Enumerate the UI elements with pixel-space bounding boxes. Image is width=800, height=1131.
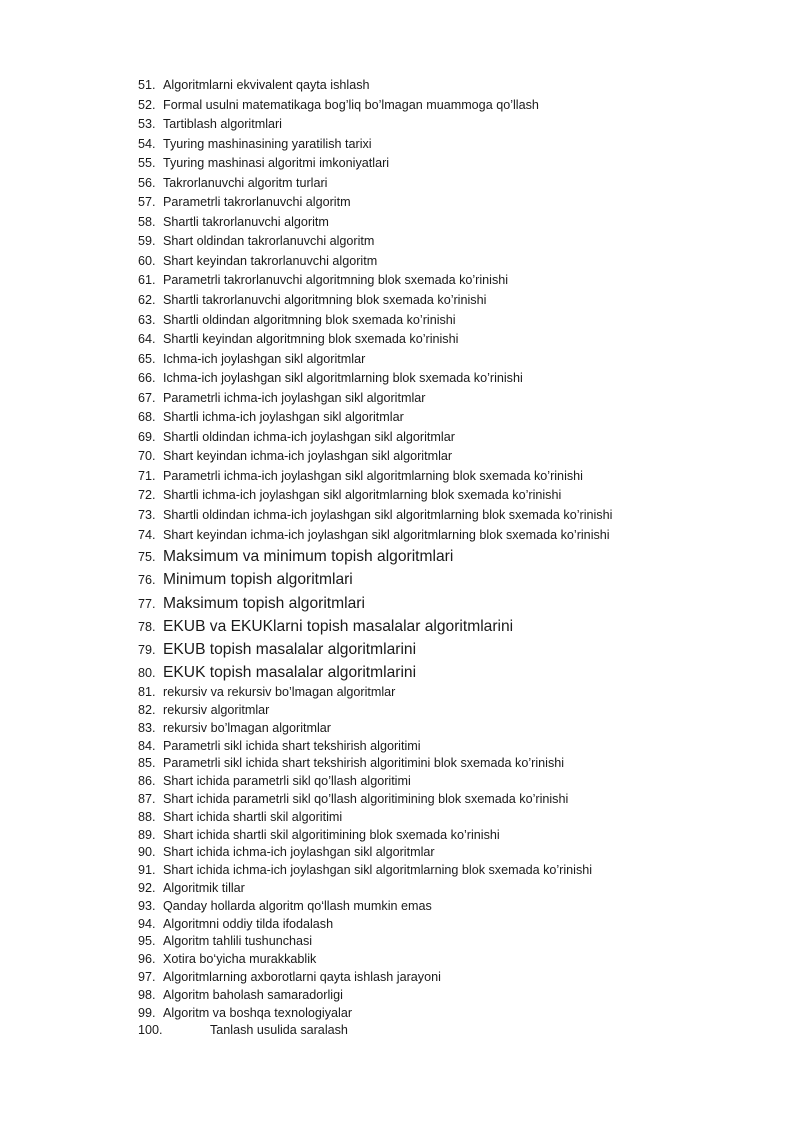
list-item bbox=[138, 252, 778, 272]
item-number: 77. bbox=[138, 596, 156, 611]
item-text: Formal usulni matematikaga bog’liq bo’lmagan muammoga qo’llash bbox=[163, 97, 539, 112]
list-item bbox=[138, 615, 778, 638]
item-number: 63. bbox=[138, 312, 156, 327]
list-item bbox=[138, 773, 778, 791]
list-item bbox=[138, 76, 778, 96]
item-number: 95. bbox=[138, 934, 156, 949]
item-text: Minimum topish algoritmlari bbox=[163, 571, 353, 589]
item-text: Shartli ichma-ich joylashgan sikl algoritmlarning blok sxemada ko’rinishi bbox=[163, 488, 562, 503]
item-number: 70. bbox=[138, 449, 156, 464]
item-number: 87. bbox=[138, 792, 156, 807]
list-item bbox=[138, 428, 778, 448]
list-item bbox=[138, 568, 778, 591]
item-number: 62. bbox=[138, 293, 156, 308]
item-text: Shartli oldindan ichma-ich joylashgan sikl algoritmlar bbox=[163, 429, 455, 444]
list-item bbox=[138, 96, 778, 116]
item-number: 86. bbox=[138, 774, 156, 789]
list-item bbox=[138, 135, 778, 155]
list-item bbox=[138, 408, 778, 428]
list-item bbox=[138, 592, 778, 615]
item-text: Algoritmlarning axborotlarni qayta ishlash jarayoni bbox=[163, 970, 441, 984]
item-text: Takrorlanuvchi algoritm turlari bbox=[163, 175, 328, 190]
item-number: 91. bbox=[138, 863, 156, 878]
item-number: 92. bbox=[138, 881, 156, 896]
item-number: 56. bbox=[138, 175, 156, 190]
item-text: Shart ichida ichma-ich joylashgan sikl algoritmlarning blok sxemada ko’rinishi bbox=[163, 863, 593, 878]
item-text: Parametrli takrorlanuvchi algoritmning blok sxemada ko’rinishi bbox=[163, 273, 509, 288]
list-item bbox=[138, 933, 778, 951]
list-item bbox=[138, 702, 778, 720]
item-number: 67. bbox=[138, 390, 156, 405]
item-number: 84. bbox=[138, 738, 156, 753]
list-item bbox=[138, 486, 778, 506]
item-text: rekursiv algoritmlar bbox=[163, 703, 270, 718]
item-text: Shart keyindan ichma-ich joylashgan sikl algoritmlar bbox=[163, 449, 453, 464]
item-number: 52. bbox=[138, 97, 156, 112]
item-number: 74. bbox=[138, 527, 156, 542]
list-item bbox=[138, 232, 778, 252]
item-text: Shartli oldindan ichma-ich joylashgan sikl algoritmlarning blok sxemada ko’rinishi bbox=[163, 508, 613, 523]
item-text: Shart ichida shartli skil algoritimi bbox=[163, 809, 343, 824]
list-item bbox=[138, 467, 778, 487]
list-item bbox=[138, 350, 778, 370]
item-text: Shartli takrorlanuvchi algoritm bbox=[163, 214, 329, 229]
item-number: 100. bbox=[138, 1023, 163, 1038]
item-text: Xotira bo‘yicha murakkablik bbox=[163, 952, 317, 967]
item-text: EKUB topish masalalar algoritmlarini bbox=[163, 640, 417, 658]
list-item bbox=[138, 369, 778, 389]
list-item bbox=[138, 506, 778, 526]
list-item bbox=[138, 213, 778, 233]
item-number: 93. bbox=[138, 898, 156, 913]
item-text: Maksimum va minimum topish algoritmlari bbox=[163, 548, 454, 566]
item-text: Shart keyindan takrorlanuvchi algoritm bbox=[163, 253, 378, 268]
item-number: 83. bbox=[138, 720, 156, 735]
item-number: 90. bbox=[138, 845, 156, 860]
item-text: Algoritm va boshqa texnologiyalar bbox=[163, 1005, 353, 1020]
list-item bbox=[138, 447, 778, 467]
item-text: Ichma-ich joylashgan sikl algoritmlar bbox=[163, 351, 366, 366]
list-item bbox=[138, 271, 778, 291]
list-item bbox=[138, 916, 778, 934]
item-number: 78. bbox=[138, 619, 156, 634]
item-text: Parametrli sikl ichida shart tekshirish algoritimini blok sxemada ko’rinishi bbox=[163, 756, 565, 771]
item-number: 69. bbox=[138, 429, 156, 444]
item-text: Shartli takrorlanuvchi algoritmning blok sxemada ko’rinishi bbox=[163, 293, 487, 308]
item-text: Shartli keyindan algoritmning blok sxemada ko’rinishi bbox=[163, 332, 459, 347]
item-text: Shart oldindan takrorlanuvchi algoritm bbox=[163, 234, 375, 249]
item-number: 88. bbox=[138, 809, 156, 824]
item-number: 89. bbox=[138, 827, 156, 842]
list-item bbox=[138, 844, 778, 862]
item-number: 55. bbox=[138, 156, 156, 171]
item-text: Shart ichida ichma-ich joylashgan sikl algoritmlar bbox=[163, 845, 435, 860]
item-text: EKUK topish masalalar algoritmlarini bbox=[163, 664, 417, 682]
item-text: Tyuring mashinasi algoritmi imkoniyatlari bbox=[163, 156, 390, 171]
item-text: Algoritm tahlili tushunchasi bbox=[163, 934, 313, 949]
item-number: 58. bbox=[138, 214, 156, 229]
list-item bbox=[138, 827, 778, 845]
list-item bbox=[138, 969, 778, 987]
item-text: Parametrli takrorlanuvchi algoritm bbox=[163, 195, 351, 210]
item-text: Shartli oldindan algoritmning blok sxemada ko’rinishi bbox=[163, 312, 456, 327]
list-item bbox=[138, 684, 778, 702]
list-item bbox=[138, 526, 778, 546]
item-text: Shartli ichma-ich joylashgan sikl algoritmlar bbox=[163, 410, 404, 425]
list-item bbox=[138, 951, 778, 969]
item-text: Parametrli sikl ichida shart tekshirish algoritimi bbox=[163, 738, 421, 753]
item-text: Shart ichida parametrli sikl qo’llash algoritimining blok sxemada ko’rinishi bbox=[163, 792, 569, 807]
item-number: 98. bbox=[138, 987, 156, 1002]
item-text: Tartiblash algoritmlari bbox=[163, 117, 282, 132]
item-text: Tanlash usulida saralash bbox=[210, 1023, 348, 1038]
list-item bbox=[138, 638, 778, 661]
list-item bbox=[138, 880, 778, 898]
list-item bbox=[138, 174, 778, 194]
item-number: 99. bbox=[138, 1005, 156, 1020]
item-number: 59. bbox=[138, 234, 156, 249]
item-text: Shart ichida shartli skil algoritimining blok sxemada ko’rinishi bbox=[163, 827, 500, 842]
item-number: 54. bbox=[138, 136, 156, 151]
item-text: Parametrli ichma-ich joylashgan sikl algoritmlarning blok sxemada ko’rinishi bbox=[163, 468, 583, 483]
item-number: 72. bbox=[138, 488, 156, 503]
item-text: Shart keyindan ichma-ich joylashgan sikl algoritmlarning blok sxemada ko’rinishi bbox=[163, 527, 610, 542]
list-item bbox=[138, 154, 778, 174]
item-text: rekursiv bo’lmagan algoritmlar bbox=[163, 720, 331, 735]
item-text: Parametrli ichma-ich joylashgan sikl algoritmlar bbox=[163, 390, 426, 405]
item-number: 85. bbox=[138, 756, 156, 771]
list-item bbox=[138, 193, 778, 213]
list-item bbox=[138, 389, 778, 409]
item-text: Algoritm baholash samaradorligi bbox=[163, 987, 343, 1002]
list-item bbox=[138, 330, 778, 350]
item-number: 51. bbox=[138, 78, 156, 92]
list-item bbox=[138, 545, 778, 568]
item-number: 79. bbox=[138, 642, 156, 657]
list-item bbox=[138, 862, 778, 880]
list-item bbox=[138, 115, 778, 135]
list-item bbox=[138, 738, 778, 756]
item-text: Shart ichida parametrli sikl qo’llash algoritimi bbox=[163, 774, 411, 789]
item-number: 68. bbox=[138, 410, 156, 425]
list-item bbox=[138, 291, 778, 311]
item-number: 61. bbox=[138, 273, 156, 288]
item-number: 94. bbox=[138, 916, 156, 931]
list-item bbox=[138, 661, 778, 684]
item-number: 65. bbox=[138, 351, 156, 366]
item-text: Algoritmni oddiy tilda ifodalash bbox=[163, 916, 334, 931]
list-item bbox=[138, 755, 778, 773]
item-text: Algoritmik tillar bbox=[163, 881, 245, 896]
list-item bbox=[138, 1005, 778, 1023]
item-number: 71. bbox=[138, 468, 156, 483]
item-text: Ichma-ich joylashgan sikl algoritmlarning blok sxemada ko’rinishi bbox=[163, 371, 523, 386]
item-number: 80. bbox=[138, 666, 156, 681]
item-text: Algoritmlarni ekvivalent qayta ishlash bbox=[163, 78, 370, 92]
item-number: 97. bbox=[138, 970, 156, 984]
item-text: Tyuring mashinasining yaratilish tarixi bbox=[163, 136, 372, 151]
list-item bbox=[138, 311, 778, 331]
item-text: EKUB va EKUKlarni topish masalalar algoritmlarini bbox=[163, 617, 514, 635]
list-item bbox=[138, 809, 778, 827]
list-item bbox=[138, 720, 778, 738]
item-number: 53. bbox=[138, 117, 156, 132]
list-item bbox=[138, 898, 778, 916]
item-number: 96. bbox=[138, 952, 156, 967]
item-number: 75. bbox=[138, 550, 156, 565]
item-number: 73. bbox=[138, 508, 156, 523]
list-item bbox=[138, 987, 778, 1005]
item-text: Qanday hollarda algoritm qo‘llash mumkin emas bbox=[163, 898, 432, 913]
item-number: 76. bbox=[138, 573, 156, 588]
list-item bbox=[138, 791, 778, 809]
item-number: 82. bbox=[138, 703, 156, 718]
item-number: 57. bbox=[138, 195, 156, 210]
item-number: 66. bbox=[138, 371, 156, 386]
item-text: Maksimum topish algoritmlari bbox=[163, 594, 365, 612]
list-item bbox=[138, 1022, 778, 1040]
item-number: 81. bbox=[138, 685, 156, 700]
item-number: 60. bbox=[138, 253, 156, 268]
topic-list bbox=[138, 76, 778, 1040]
item-text: rekursiv va rekursiv bo’lmagan algoritmlar bbox=[163, 685, 396, 700]
item-number: 64. bbox=[138, 332, 156, 347]
